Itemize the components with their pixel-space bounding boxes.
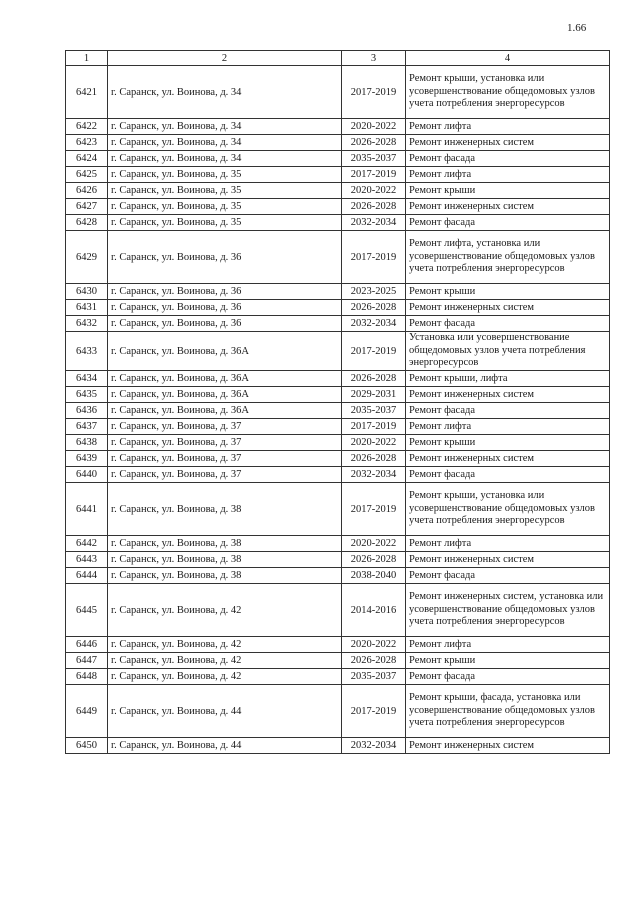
period-cell: 2026-2028 (342, 371, 406, 387)
row-number-cell: 6438 (66, 435, 108, 451)
work-type-cell: Ремонт фасада (406, 467, 610, 483)
row-number-cell: 6440 (66, 467, 108, 483)
address-cell: г. Саранск, ул. Воинова, д. 38 (108, 552, 342, 568)
work-type-cell: Ремонт фасада (406, 316, 610, 332)
address-cell: г. Саранск, ул. Воинова, д. 34 (108, 135, 342, 151)
table-row (66, 637, 610, 653)
row-number-cell: 6439 (66, 451, 108, 467)
period-cell: 2038-2040 (342, 568, 406, 584)
address-cell: г. Саранск, ул. Воинова, д. 44 (108, 685, 342, 738)
address-cell: г. Саранск, ул. Воинова, д. 34 (108, 119, 342, 135)
period-cell: 2032-2034 (342, 467, 406, 483)
work-type-cell: Ремонт лифта (406, 536, 610, 552)
address-cell: г. Саранск, ул. Воинова, д. 36 (108, 284, 342, 300)
row-number-cell: 6433 (66, 332, 108, 371)
period-cell: 2017-2019 (342, 66, 406, 119)
work-type-cell: Ремонт крыши, установка или усовершенствование общедомовых узлов учета потребления энергоресурсов (406, 66, 610, 119)
work-type-cell: Ремонт лифта (406, 419, 610, 435)
table-row (66, 467, 610, 483)
address-cell: г. Саранск, ул. Воинова, д. 34 (108, 66, 342, 119)
period-cell: 2014-2016 (342, 584, 406, 637)
table-row (66, 653, 610, 669)
row-number-cell: 6441 (66, 483, 108, 536)
work-type-cell: Ремонт инженерных систем (406, 451, 610, 467)
address-cell: г. Саранск, ул. Воинова, д. 36А (108, 387, 342, 403)
table-row (66, 584, 610, 637)
work-type-cell: Ремонт крыши, фасада, установка или усовершенствование общедомовых узлов учета потребления энергоресурсов (406, 685, 610, 738)
row-number-cell: 6428 (66, 215, 108, 231)
row-number-cell: 6447 (66, 653, 108, 669)
work-type-cell: Ремонт фасада (406, 215, 610, 231)
period-cell: 2026-2028 (342, 300, 406, 316)
table-row (66, 284, 610, 300)
row-number-cell: 6434 (66, 371, 108, 387)
period-cell: 2026-2028 (342, 552, 406, 568)
table-row (66, 483, 610, 536)
table-row (66, 552, 610, 568)
work-type-cell: Ремонт фасада (406, 568, 610, 584)
table-row (66, 387, 610, 403)
period-cell: 2020-2022 (342, 536, 406, 552)
period-cell: 2032-2034 (342, 316, 406, 332)
work-type-cell: Ремонт инженерных систем (406, 738, 610, 754)
work-type-cell: Ремонт инженерных систем (406, 199, 610, 215)
period-cell: 2035-2037 (342, 151, 406, 167)
row-number-cell: 6431 (66, 300, 108, 316)
work-type-cell: Ремонт лифта (406, 167, 610, 183)
table-row (66, 183, 610, 199)
table-row (66, 435, 610, 451)
period-cell: 2020-2022 (342, 183, 406, 199)
table-row (66, 669, 610, 685)
period-cell: 2017-2019 (342, 167, 406, 183)
address-cell: г. Саранск, ул. Воинова, д. 36 (108, 231, 342, 284)
period-cell: 2020-2022 (342, 119, 406, 135)
table-row (66, 300, 610, 316)
row-number-cell: 6421 (66, 66, 108, 119)
address-cell: г. Саранск, ул. Воинова, д. 42 (108, 637, 342, 653)
row-number-cell: 6449 (66, 685, 108, 738)
period-cell: 2032-2034 (342, 738, 406, 754)
address-cell: г. Саранск, ул. Воинова, д. 38 (108, 568, 342, 584)
address-cell: г. Саранск, ул. Воинова, д. 36А (108, 403, 342, 419)
period-cell: 2017-2019 (342, 483, 406, 536)
row-number-cell: 6422 (66, 119, 108, 135)
table-row (66, 419, 610, 435)
row-number-cell: 6446 (66, 637, 108, 653)
work-type-cell: Ремонт лифта (406, 119, 610, 135)
address-cell: г. Саранск, ул. Воинова, д. 35 (108, 199, 342, 215)
table-row (66, 316, 610, 332)
row-number-cell: 6424 (66, 151, 108, 167)
address-cell: г. Саранск, ул. Воинова, д. 36 (108, 300, 342, 316)
work-type-cell: Ремонт крыши, лифта (406, 371, 610, 387)
work-type-cell: Ремонт фасада (406, 151, 610, 167)
row-number-cell: 6437 (66, 419, 108, 435)
page-number: 1.66 (567, 22, 587, 34)
address-cell: г. Саранск, ул. Воинова, д. 36А (108, 332, 342, 371)
period-cell: 2026-2028 (342, 199, 406, 215)
work-type-cell: Ремонт крыши (406, 284, 610, 300)
table-row (66, 135, 610, 151)
table-body (66, 66, 610, 754)
address-cell: г. Саранск, ул. Воинова, д. 35 (108, 215, 342, 231)
address-cell: г. Саранск, ул. Воинова, д. 35 (108, 167, 342, 183)
table-row (66, 568, 610, 584)
address-cell: г. Саранск, ул. Воинова, д. 34 (108, 151, 342, 167)
address-cell: г. Саранск, ул. Воинова, д. 38 (108, 483, 342, 536)
table-row (66, 536, 610, 552)
work-type-cell: Ремонт крыши, установка или усовершенствование общедомовых узлов учета потребления энергоресурсов (406, 483, 610, 536)
work-type-cell: Ремонт фасада (406, 669, 610, 685)
row-number-cell: 6435 (66, 387, 108, 403)
period-cell: 2020-2022 (342, 435, 406, 451)
work-type-cell: Ремонт инженерных систем (406, 300, 610, 316)
row-number-cell: 6426 (66, 183, 108, 199)
address-cell: г. Саранск, ул. Воинова, д. 38 (108, 536, 342, 552)
period-cell: 2026-2028 (342, 135, 406, 151)
row-number-cell: 6445 (66, 584, 108, 637)
row-number-cell: 6444 (66, 568, 108, 584)
work-type-cell: Ремонт крыши (406, 183, 610, 199)
address-cell: г. Саранск, ул. Воинова, д. 37 (108, 467, 342, 483)
table-row (66, 119, 610, 135)
period-cell: 2017-2019 (342, 685, 406, 738)
period-cell: 2017-2019 (342, 231, 406, 284)
row-number-cell: 6450 (66, 738, 108, 754)
work-type-cell: Ремонт фасада (406, 403, 610, 419)
table-row (66, 332, 610, 371)
period-cell: 2020-2022 (342, 637, 406, 653)
table-row (66, 738, 610, 754)
address-cell: г. Саранск, ул. Воинова, д. 36 (108, 316, 342, 332)
address-cell: г. Саранск, ул. Воинова, д. 42 (108, 584, 342, 637)
header-cell: 3 (342, 51, 406, 66)
row-number-cell: 6423 (66, 135, 108, 151)
repair-schedule-table (65, 50, 610, 754)
address-cell: г. Саранск, ул. Воинова, д. 42 (108, 653, 342, 669)
period-cell: 2026-2028 (342, 653, 406, 669)
work-type-cell: Ремонт лифта, установка или усовершенствование общедомовых узлов учета потребления энергоресурсов (406, 231, 610, 284)
header-cell: 4 (406, 51, 610, 66)
table-row (66, 685, 610, 738)
period-cell: 2032-2034 (342, 215, 406, 231)
header-row (66, 51, 610, 66)
table-row (66, 451, 610, 467)
period-cell: 2035-2037 (342, 403, 406, 419)
row-number-cell: 6427 (66, 199, 108, 215)
period-cell: 2017-2019 (342, 419, 406, 435)
address-cell: г. Саранск, ул. Воинова, д. 37 (108, 451, 342, 467)
header-cell: 2 (108, 51, 342, 66)
work-type-cell: Ремонт инженерных систем (406, 552, 610, 568)
header-cell: 1 (66, 51, 108, 66)
row-number-cell: 6442 (66, 536, 108, 552)
table-row (66, 66, 610, 119)
period-cell: 2023-2025 (342, 284, 406, 300)
row-number-cell: 6436 (66, 403, 108, 419)
table-row (66, 215, 610, 231)
row-number-cell: 6429 (66, 231, 108, 284)
period-cell: 2017-2019 (342, 332, 406, 371)
table-row (66, 199, 610, 215)
address-cell: г. Саранск, ул. Воинова, д. 37 (108, 435, 342, 451)
address-cell: г. Саранск, ул. Воинова, д. 35 (108, 183, 342, 199)
table-row (66, 403, 610, 419)
work-type-cell: Ремонт инженерных систем, установка или усовершенствование общедомовых узлов учета потребления энергоресурсов (406, 584, 610, 637)
period-cell: 2029-2031 (342, 387, 406, 403)
work-type-cell: Ремонт лифта (406, 637, 610, 653)
address-cell: г. Саранск, ул. Воинова, д. 36А (108, 371, 342, 387)
table-row (66, 371, 610, 387)
period-cell: 2026-2028 (342, 451, 406, 467)
address-cell: г. Саранск, ул. Воинова, д. 37 (108, 419, 342, 435)
row-number-cell: 6448 (66, 669, 108, 685)
work-type-cell: Ремонт крыши (406, 653, 610, 669)
work-type-cell: Ремонт инженерных систем (406, 387, 610, 403)
row-number-cell: 6430 (66, 284, 108, 300)
row-number-cell: 6443 (66, 552, 108, 568)
work-type-cell: Ремонт крыши (406, 435, 610, 451)
row-number-cell: 6425 (66, 167, 108, 183)
period-cell: 2035-2037 (342, 669, 406, 685)
work-type-cell: Установка или усовершенствование общедомовых узлов учета потребления энергоресурсов (406, 332, 610, 371)
address-cell: г. Саранск, ул. Воинова, д. 42 (108, 669, 342, 685)
table-row (66, 231, 610, 284)
work-type-cell: Ремонт инженерных систем (406, 135, 610, 151)
table-row (66, 151, 610, 167)
table-row (66, 167, 610, 183)
address-cell: г. Саранск, ул. Воинова, д. 44 (108, 738, 342, 754)
row-number-cell: 6432 (66, 316, 108, 332)
